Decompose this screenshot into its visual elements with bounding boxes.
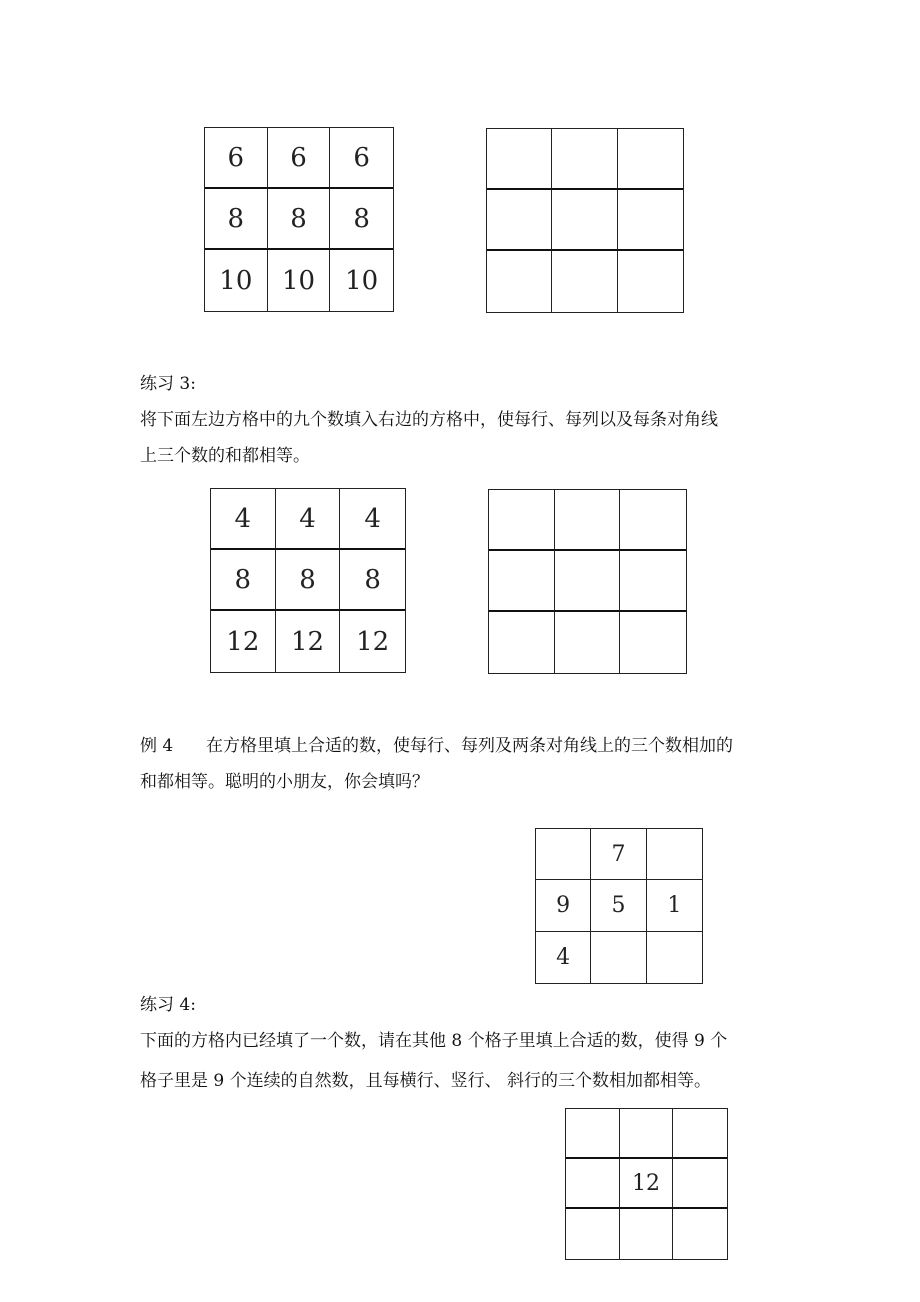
grid-cell[interactable] (591, 932, 646, 983)
grid-cell[interactable]: 7 (591, 829, 646, 880)
grid-cell: 4 (211, 489, 276, 550)
source-grid-2 (210, 488, 406, 673)
grid-cell: 6 (205, 128, 268, 189)
grid-cell[interactable] (620, 1109, 674, 1159)
grid-cell[interactable] (647, 829, 702, 880)
example4-line1: 在方格里填上合适的数，使每行、每列及两条对角线上的三个数相加的 (206, 736, 733, 756)
grid-cell[interactable]: 4 (536, 932, 591, 983)
grid-cell[interactable] (620, 612, 686, 673)
source-grid-1 (204, 127, 394, 312)
grid-cell[interactable] (552, 251, 617, 312)
grid-cell[interactable] (555, 490, 621, 551)
grid-cell: 12 (211, 611, 276, 672)
grid-cell[interactable] (536, 829, 591, 880)
grid-cell[interactable]: 1 (647, 880, 702, 931)
grid-cell[interactable] (566, 1209, 620, 1259)
grid-cell[interactable] (618, 251, 683, 312)
grid-cell: 12 (276, 611, 341, 672)
exercise3-line2: 上三个数的和都相等。 (140, 446, 310, 466)
example4-line2: 和都相等。聪明的小朋友，你会填吗？ (140, 772, 429, 792)
grid-cell[interactable]: 12 (620, 1159, 674, 1209)
grid-cell: 8 (330, 189, 393, 250)
exercise3-heading: 练习 3: (140, 374, 196, 394)
grid-cell[interactable] (489, 490, 555, 551)
grid-cell[interactable] (552, 190, 617, 251)
exercise3-line1: 将下面左边方格中的九个数填入右边的方格中，使每行、每列以及每条对角线 (140, 410, 718, 430)
grid-cell[interactable] (487, 129, 552, 190)
grid-cell: 10 (345, 265, 379, 296)
grid-cell: 4 (276, 489, 341, 550)
grid-cell[interactable] (552, 129, 617, 190)
example4-label: 例 4 (140, 736, 174, 756)
grid-cell[interactable] (566, 1109, 620, 1159)
target-grid-1[interactable] (486, 128, 684, 313)
grid-cell[interactable] (489, 551, 555, 612)
exercise4-line2: 格子里是 9 个连续的自然数，且每横行、竖行、 斜行的三个数相加都相等。 (140, 1071, 712, 1091)
grid-cell: 10 (268, 250, 331, 311)
grid-cell[interactable] (673, 1159, 727, 1209)
grid-cell[interactable] (618, 129, 683, 190)
grid-cell[interactable] (647, 932, 702, 983)
grid-cell: 8 (340, 550, 405, 611)
grid-cell: 12 (356, 626, 390, 657)
grid-cell[interactable] (487, 251, 552, 312)
grid-cell[interactable] (489, 612, 555, 673)
grid-cell: 8 (205, 189, 268, 250)
grid-cell: 6 (268, 128, 331, 189)
exercise4-line1: 下面的方格内已经填了一个数，请在其他 8 个格子里填上合适的数，使得 9 个 (140, 1031, 728, 1051)
grid-cell[interactable] (555, 551, 621, 612)
grid-cell: 8 (268, 189, 331, 250)
grid-cell[interactable] (620, 1209, 674, 1259)
grid-cell[interactable] (618, 190, 683, 251)
grid-cell[interactable] (487, 190, 552, 251)
exercise4-heading: 练习 4: (140, 995, 196, 1015)
grid-cell[interactable] (620, 490, 686, 551)
target-grid-2[interactable] (488, 489, 687, 674)
grid-cell[interactable] (555, 612, 621, 673)
grid-cell: 8 (211, 550, 276, 611)
grid-cell: 6 (330, 128, 393, 189)
magic-square-grid[interactable] (535, 828, 703, 984)
grid-cell[interactable] (673, 1209, 727, 1259)
grid-cell[interactable] (620, 551, 686, 612)
grid-cell: 4 (340, 489, 405, 550)
grid-cell[interactable] (673, 1109, 727, 1159)
grid-cell[interactable] (566, 1159, 620, 1209)
grid-cell: 8 (276, 550, 341, 611)
grid-cell[interactable]: 5 (591, 880, 646, 931)
grid-cell[interactable]: 9 (536, 880, 591, 931)
grid-cell: 10 (205, 250, 268, 311)
consecutive-square-grid[interactable] (565, 1108, 728, 1260)
